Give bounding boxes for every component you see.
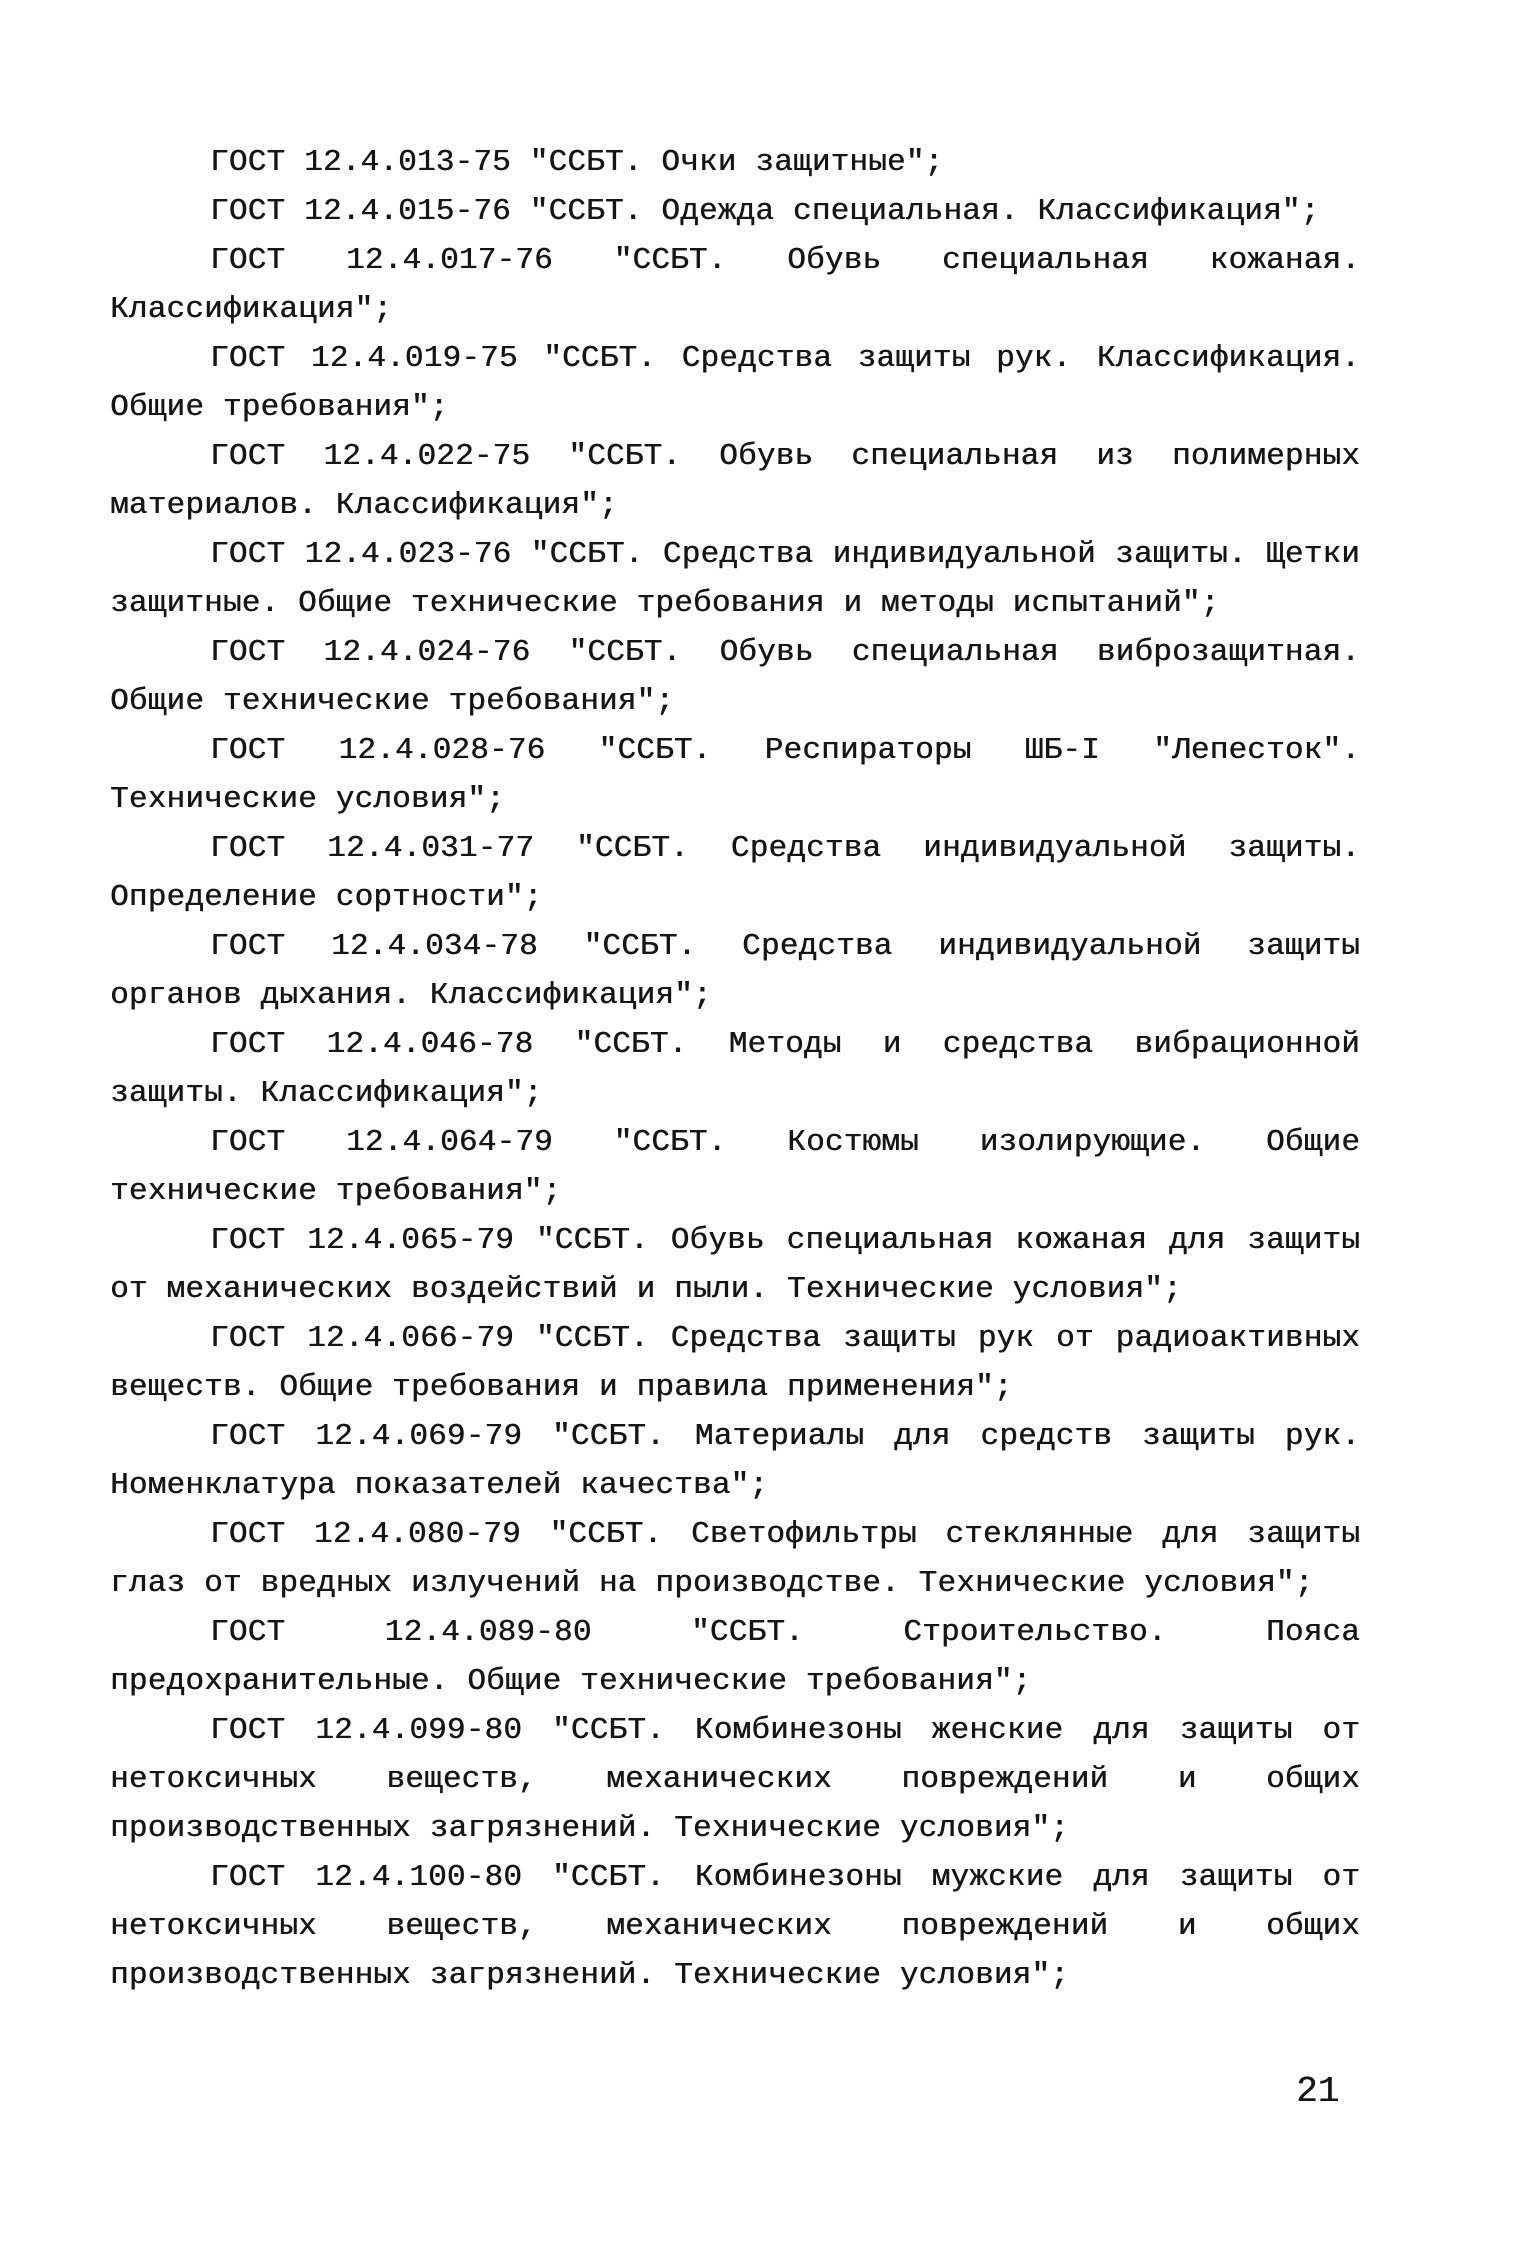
gost-entry: ГОСТ 12.4.069-79 "ССБТ. Материалы для средств защиты рук. Номенклатура показателей качества"; <box>110 1419 1360 1503</box>
gost-entry: ГОСТ 12.4.064-79 "ССБТ. Костюмы изолирующие. Общие технические требования"; <box>110 1125 1360 1209</box>
gost-entry: ГОСТ 12.4.028-76 "ССБТ. Респираторы ШБ-I "Лепесток". Технические условия"; <box>110 733 1360 817</box>
gost-reference-list <box>110 138 1360 2000</box>
gost-entry: ГОСТ 12.4.022-75 "ССБТ. Обувь специальная из полимерных материалов. Классификация"; <box>110 439 1360 523</box>
gost-entry: ГОСТ 12.4.019-75 "ССБТ. Средства защиты рук. Классификация. Общие требования"; <box>110 341 1360 425</box>
gost-entry: ГОСТ 12.4.099-80 "ССБТ. Комбинезоны женские для защиты от нетоксичных веществ, механических повреждений и общих производственных загрязнений. Технические условия"; <box>110 1713 1360 1846</box>
gost-entry: ГОСТ 12.4.080-79 "ССБТ. Светофильтры стеклянные для защиты глаз от вредных излучений на производстве. Технические условия"; <box>110 1517 1360 1601</box>
gost-entry: ГОСТ 12.4.065-79 "ССБТ. Обувь специальная кожаная для защиты от механических воздействий и пыли. Технические условия"; <box>110 1223 1360 1307</box>
gost-entry: ГОСТ 12.4.046-78 "ССБТ. Методы и средства вибрационной защиты. Классификация"; <box>110 1027 1360 1111</box>
gost-entry: ГОСТ 12.4.024-76 "ССБТ. Обувь специальная виброзащитная. Общие технические требования"; <box>110 635 1360 719</box>
gost-entry: ГОСТ 12.4.031-77 "ССБТ. Средства индивидуальной защиты. Определение сортности"; <box>110 831 1360 915</box>
gost-entry: ГОСТ 12.4.023-76 "ССБТ. Средства индивидуальной защиты. Щетки защитные. Общие технические требования и методы испытаний"; <box>110 537 1360 621</box>
page-number: 21 <box>1296 2071 1340 2112</box>
gost-entry: ГОСТ 12.4.034-78 "ССБТ. Средства индивидуальной защиты органов дыхания. Классификация"; <box>110 929 1360 1013</box>
gost-entry: ГОСТ 12.4.015-76 "ССБТ. Одежда специальная. Классификация"; <box>210 194 1320 229</box>
gost-entry: ГОСТ 12.4.013-75 "ССБТ. Очки защитные"; <box>210 145 944 180</box>
gost-entry: ГОСТ 12.4.100-80 "ССБТ. Комбинезоны мужские для защиты от нетоксичных веществ, механических повреждений и общих производственных загрязнений. Технические условия"; <box>110 1860 1360 1993</box>
gost-entry: ГОСТ 12.4.089-80 "ССБТ. Строительство. Пояса предохранительные. Общие технические требования"; <box>110 1615 1360 1699</box>
gost-entry: ГОСТ 12.4.066-79 "ССБТ. Средства защиты рук от радиоактивных веществ. Общие требования и правила применения"; <box>110 1321 1360 1405</box>
gost-entry: ГОСТ 12.4.017-76 "ССБТ. Обувь специальная кожаная. Классификация"; <box>110 243 1360 327</box>
